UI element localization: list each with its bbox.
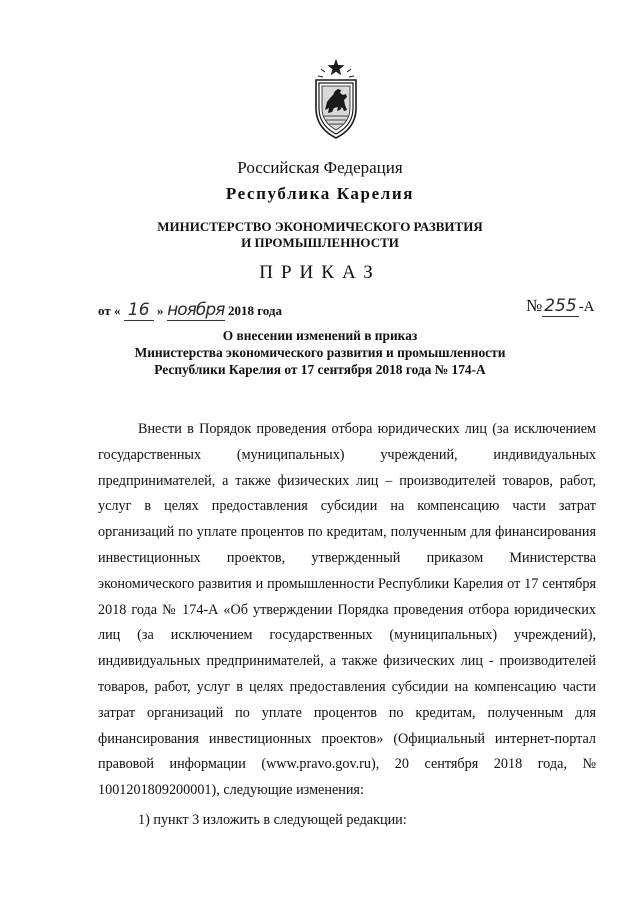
order-subject <box>0 327 640 378</box>
order-body <box>98 417 596 834</box>
subject-line3: Республики Карелия от 17 сентября 2018 года № 174-А <box>154 362 486 377</box>
date-day-handwritten: 16 <box>124 300 154 321</box>
number-value-handwritten: 255 <box>544 296 577 316</box>
number-suffix: -А <box>578 299 595 315</box>
ministry-title-line2: И ПРОМЫШЛЕННОСТИ <box>241 235 399 250</box>
karelia-coat-of-arms-emblem <box>313 58 359 140</box>
order-number <box>526 296 595 317</box>
ministry-title-line1: МИНИСТЕРСТВО ЭКОНОМИЧЕСКОГО РАЗВИТИЯ <box>157 219 483 234</box>
subject-line2: Министерства экономического развития и промышленности <box>134 345 506 360</box>
number-sign: № <box>526 296 543 315</box>
date-separator: » <box>156 303 164 318</box>
date-prefix: от « <box>98 303 121 318</box>
body-paragraph: Внести в Порядок проведения отбора юридических лиц (за исключением государственных (муниципальных) учреждений, индивидуальных предпринимателей, а также физических лиц – производителей товаров, работ, услуг в целях предоставления субсидии на компенсацию части затрат организаций по уплате процентов по кредитам, полученным для финансирования инвестиционных проектов, утвержденный приказом Министерства экономического развития и промышленности Республики Карелия от 17 сентября 2018 года № 174-А «Об утверждении Порядка проведения отбора юридических лиц (за исключением государственных (муниципальных) учреждений), индивидуальных предпринимателей, а также физических лиц - производителей товаров, работ, услуг в целях предоставления субсидии на компенсацию части затрат организаций по уплате процентов по кредитам, полученным для финансирования инвестиционных проектов» (Официальный интернет-портал правовой информации (www.pravo.gov.ru), 20 сентября 2018 года, № 1001201809200001), следующие изменения: <box>98 421 596 799</box>
subject-line1: О внесении изменений в приказ <box>222 328 418 343</box>
date-month-handwritten: ноября <box>167 300 225 320</box>
order-date <box>98 300 282 321</box>
document-type-title: ПРИКАЗ <box>259 262 381 283</box>
ministry-title <box>0 219 640 251</box>
republic-title: Республика Карелия <box>225 184 415 203</box>
date-year: 2018 года <box>227 303 282 318</box>
body-item: 1) пункт 3 изложить в следующей редакции: <box>138 811 407 828</box>
country-title: Российская Федерация <box>237 158 403 177</box>
